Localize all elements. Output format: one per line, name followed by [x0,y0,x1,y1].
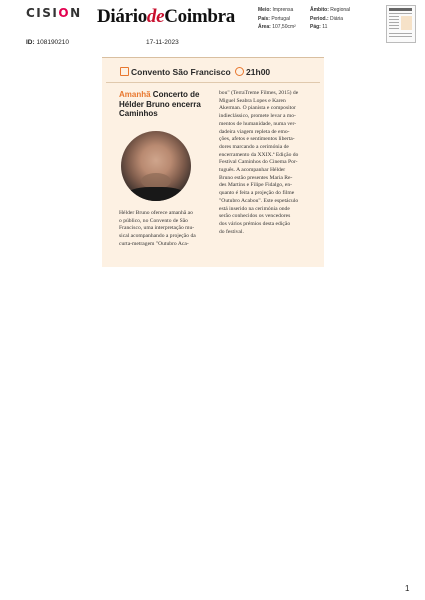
body-line: des Martins e Filipe Fidalgo, en- [219,182,293,189]
body-line: sical acompanhando a projeção da [119,233,196,240]
body-line: ções, afetos e sentimentos liberta- [219,136,295,143]
newspaper-masthead [97,6,235,28]
meta-row: Meio: Imprensa [258,7,294,13]
meta-row: Área: 107,50cm² [258,24,296,30]
body-line: serão conhecidos os vencedores [219,213,291,220]
meta-left [258,6,296,32]
article-body-left [119,210,213,249]
masthead-part1: Diário [97,6,147,27]
article-body-right [219,90,315,236]
meta-row: País: Portugal [258,15,290,22]
article-headline [119,90,209,119]
headline-text: Concerto de Hélder Bruno encerra Caminhos [119,90,201,118]
masthead-de: de [146,6,165,27]
body-line: dores marcando a cerimónia de [219,143,289,150]
portrait-photo [121,131,191,201]
body-line: do festival. [219,228,244,235]
body-line: quanto é feita a projeção do filme [219,190,295,197]
body-line: encerramento da XXIX.ª Edição do [219,151,299,158]
page-thumbnail [386,5,416,43]
meta-right [310,6,350,32]
masthead-part2: Coimbra [164,6,235,27]
article-clip [102,57,324,267]
meta-row: Âmbito: Regional [310,7,351,13]
cision-logo: CISION [26,6,82,20]
body-line: Miguel Seabra Lopes e Karen [219,97,286,104]
location-icon [120,67,129,76]
body-line: curta-metragem "Outubro Aca- [119,240,189,247]
event-time: 21h00 [246,67,271,77]
body-line: Akerman. O pianista e compositor [219,105,296,112]
body-line: indieclássico, promete levar a mo- [219,113,296,120]
body-line: Francisco, uma interpretação mu- [119,225,195,232]
clip-id: ID: 108190210 [26,39,70,46]
body-line: Festival Caminhos do Cinema Por- [219,159,298,166]
body-line: tuguês. A acompanhar Hélder [219,167,286,174]
body-line: dos vários prémios desta edição [219,220,291,227]
body-line: dadeira viagem repleta de emo- [219,128,290,135]
venue-name: Convento São Francisco [131,67,231,77]
page-number: 1 [405,584,410,593]
clock-icon [235,67,244,76]
meta-row: Period.: Diária [310,15,344,22]
meta-row: Pág: 11 [310,24,328,30]
body-line: mentos de humanidade, numa ver- [219,120,297,127]
body-line: o público, no Convento de São [119,217,188,224]
body-line: Bruno estão presentes Maria Re- [219,174,293,181]
divider [106,82,320,83]
headline-keyword: Amanhã [119,90,151,99]
body-line: Hélder Bruno oferece amanhã ao [119,210,193,216]
body-line: está inserido na cerimónia onde [219,205,290,212]
body-line: bou" (TerraTreme Filmes, 2015) de [219,90,299,96]
clip-date: 17-11-2023 [146,39,179,46]
venue-line [120,67,270,77]
body-line: "Outubro Acabou". Este espetáculo [219,197,299,204]
